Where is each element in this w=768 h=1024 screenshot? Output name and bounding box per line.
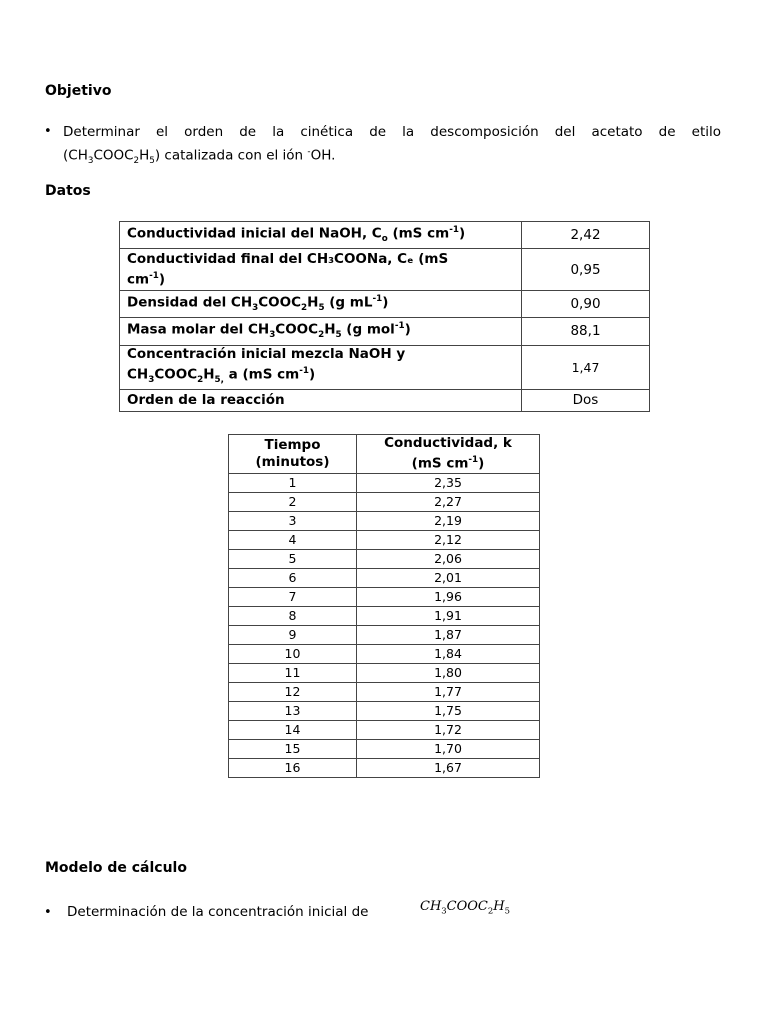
datos-value: 88,1: [522, 318, 650, 345]
cell-conductividad: 1,77: [357, 682, 540, 701]
cell-conductividad: 1,67: [357, 758, 540, 777]
table-row: [120, 389, 650, 411]
cell-tiempo: 7: [229, 587, 357, 606]
bullet-dot: •: [44, 124, 52, 139]
cell-conductividad: 2,12: [357, 530, 540, 549]
table-row: [120, 249, 650, 291]
cell-conductividad: 2,27: [357, 492, 540, 511]
cell-tiempo: 13: [229, 701, 357, 720]
table-row: [229, 644, 540, 663]
cell-conductividad: 2,35: [357, 473, 540, 492]
datos-label: Concentración inicial mezcla NaOH y $CH_3COOC_2H_{5,}$ a (mS $cm^{-1}$): [120, 345, 522, 389]
objetivo-line-1: Determinar el orden de la cinética de la descomposición del acetato de etilo: [63, 124, 721, 140]
cell-tiempo: 4: [229, 530, 357, 549]
cell-conductividad: 2,19: [357, 511, 540, 530]
table-row: [229, 739, 540, 758]
objetivo-line-2: $(CH_3COOC_2H_5)$ catalizada con el ión -OH.: [63, 147, 336, 167]
table-header-row: [229, 435, 540, 474]
cell-conductividad: 2,06: [357, 549, 540, 568]
modelo-bullet-text: Determinación de la concentración inicial de: [67, 904, 369, 920]
table-row: [229, 511, 540, 530]
heading-datos: Datos: [45, 183, 91, 199]
cell-tiempo: 10: [229, 644, 357, 663]
table-row: [120, 222, 650, 249]
table-row: [229, 682, 540, 701]
datos-value: Dos: [522, 389, 650, 411]
table-row: [229, 606, 540, 625]
cell-tiempo: 16: [229, 758, 357, 777]
cell-tiempo: 14: [229, 720, 357, 739]
cell-conductividad: 1,84: [357, 644, 540, 663]
cell-conductividad: 1,91: [357, 606, 540, 625]
table-row: [229, 473, 540, 492]
cell-tiempo: 2: [229, 492, 357, 511]
table-row: [229, 701, 540, 720]
cell-conductividad: 1,75: [357, 701, 540, 720]
datos-label: Conductividad final del CH₃COONa, Cₑ (mS $cm^{-1}$): [120, 249, 522, 291]
datos-value: 1,47: [522, 345, 650, 389]
header-conductividad: Conductividad, k (mS $cm^{-1}$): [357, 435, 540, 474]
heading-objetivo: Objetivo: [45, 83, 112, 99]
table-row: [229, 720, 540, 739]
bullet-dot: •: [44, 905, 52, 920]
cell-tiempo: 8: [229, 606, 357, 625]
cell-tiempo: 6: [229, 568, 357, 587]
table-row: [229, 549, 540, 568]
table-row: [229, 530, 540, 549]
cell-conductividad: 1,87: [357, 625, 540, 644]
datos-table: [119, 221, 650, 412]
table-row: [120, 318, 650, 345]
datos-label: Conductividad inicial del NaOH, $C_o$ (mS $cm^{-1}$): [120, 222, 522, 249]
table-row: [229, 587, 540, 606]
cell-tiempo: 9: [229, 625, 357, 644]
table-row: [229, 568, 540, 587]
table-row: [229, 663, 540, 682]
cell-tiempo: 1: [229, 473, 357, 492]
table-row: [120, 291, 650, 318]
table-row: [229, 758, 540, 777]
table-row: [229, 625, 540, 644]
formula-ch3cooc2h5: $CH_3COOC_2H_5$: [420, 899, 510, 916]
cell-tiempo: 5: [229, 549, 357, 568]
header-tiempo: Tiempo (minutos): [229, 435, 357, 474]
datos-value: 0,95: [522, 249, 650, 291]
kinetics-table: [228, 434, 540, 778]
cell-tiempo: 12: [229, 682, 357, 701]
cell-tiempo: 3: [229, 511, 357, 530]
datos-label: Masa molar del $CH_3COOC_2H_5$ (g mol$^{-1}$): [120, 318, 522, 345]
datos-label: Orden de la reacción: [120, 389, 522, 411]
cell-conductividad: 2,01: [357, 568, 540, 587]
datos-label: Densidad del $CH_3COOC_2H_5$ (g $mL^{-1}$): [120, 291, 522, 318]
heading-modelo-calculo: Modelo de cálculo: [45, 860, 187, 876]
cell-conductividad: 1,80: [357, 663, 540, 682]
cell-conductividad: 1,96: [357, 587, 540, 606]
table-row: [229, 492, 540, 511]
cell-tiempo: 15: [229, 739, 357, 758]
datos-value: 0,90: [522, 291, 650, 318]
cell-conductividad: 1,70: [357, 739, 540, 758]
cell-tiempo: 11: [229, 663, 357, 682]
table-row: [120, 345, 650, 389]
datos-value: 2,42: [522, 222, 650, 249]
cell-conductividad: 1,72: [357, 720, 540, 739]
